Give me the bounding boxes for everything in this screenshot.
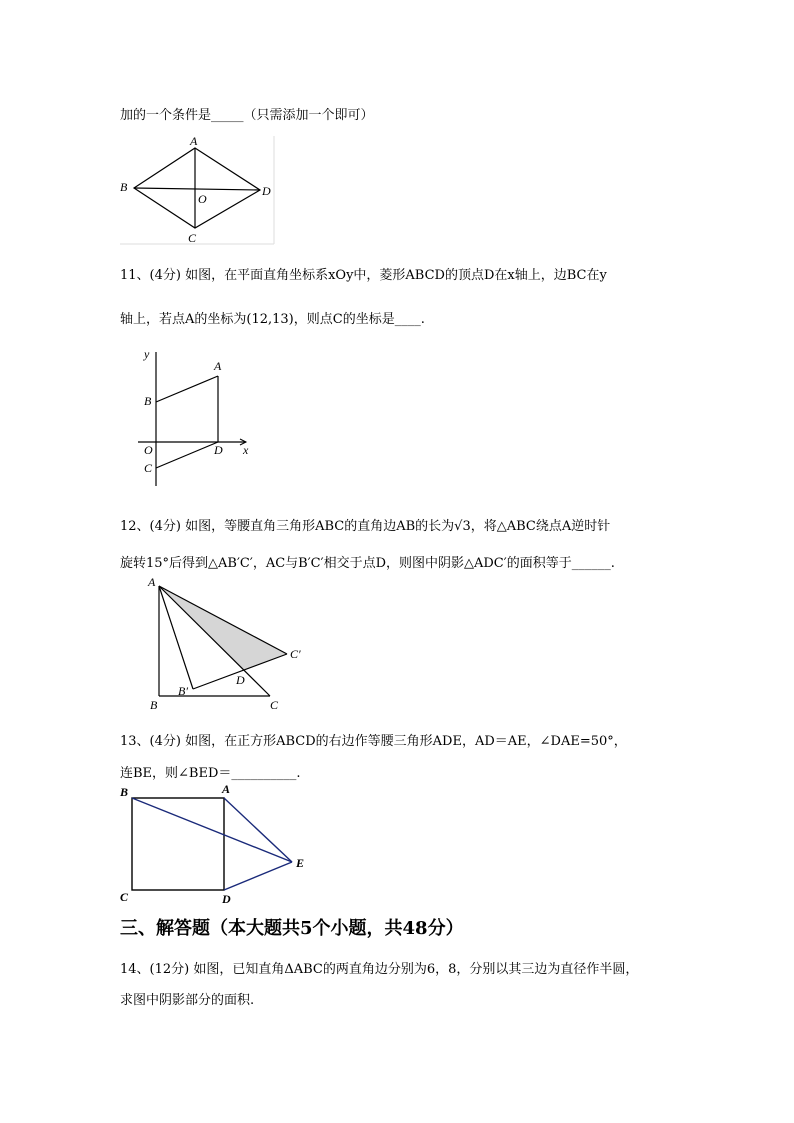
rhombus-figure: [118, 132, 278, 246]
section-heading: 三、解答题（本大题共5个小题，共48分）: [120, 918, 464, 939]
label-d: D: [222, 892, 231, 906]
label-c: C: [270, 698, 279, 712]
coordinate-rhombus-figure: [134, 348, 258, 490]
question-13-line2: 连BE，则∠BED＝__________.: [120, 766, 301, 781]
label-d: D: [214, 443, 223, 457]
question-11-line1: 11、(4分) 如图，在平面直角坐标系xOy中，菱形ABCD的顶点D在x轴上，边BC在y: [120, 268, 607, 283]
question-13-line1: 13、(4分) 如图，在正方形ABCD的右边作等腰三角形ADE，AD＝AE，∠DAE=50°，: [120, 734, 627, 749]
label-a: A: [190, 134, 198, 148]
question-11-line2: 轴上，若点A的坐标为(12,13)，则点C的坐标是____.: [120, 312, 425, 327]
rotated-triangle-figure: [142, 574, 314, 714]
label-y: y: [144, 348, 150, 361]
label-b: B: [120, 180, 128, 194]
label-d: D: [262, 184, 271, 198]
label-b-prime: B′: [178, 684, 188, 698]
label-a: A: [222, 782, 231, 796]
label-c-prime: C′: [290, 647, 301, 661]
square-triangle-figure: [116, 782, 316, 906]
label-x: x: [243, 443, 249, 457]
label-c: C: [120, 890, 129, 904]
label-a: A: [148, 575, 156, 589]
label-d: D: [236, 673, 245, 687]
label-e: E: [296, 856, 305, 870]
question-12-line2: 旋转15°后得到△AB′C′，AC与B′C′相交于点D，则图中阴影△ADC′的面积等于______.: [120, 556, 615, 571]
label-b: B: [150, 698, 158, 712]
label-b: B: [120, 785, 129, 799]
question-12-line1: 12、(4分) 如图，等腰直角三角形ABC的直角边AB的长为√3，将△ABC绕点A逆时针: [120, 519, 611, 534]
label-a: A: [214, 359, 222, 373]
question-14-line2: 求图中阴影部分的面积.: [120, 993, 255, 1008]
label-o: O: [198, 192, 207, 206]
label-o: O: [144, 443, 153, 457]
question-14-line1: 14、(12分) 如图，已知直角ΔABC的两直角边分别为6，8，分别以其三边为直径作半圆，: [120, 962, 639, 977]
label-b: B: [144, 394, 152, 408]
question-10-tail: 加的一个条件是_____（只需添加一个即可）: [120, 108, 374, 123]
label-c: C: [188, 231, 197, 245]
label-c: C: [144, 461, 153, 475]
